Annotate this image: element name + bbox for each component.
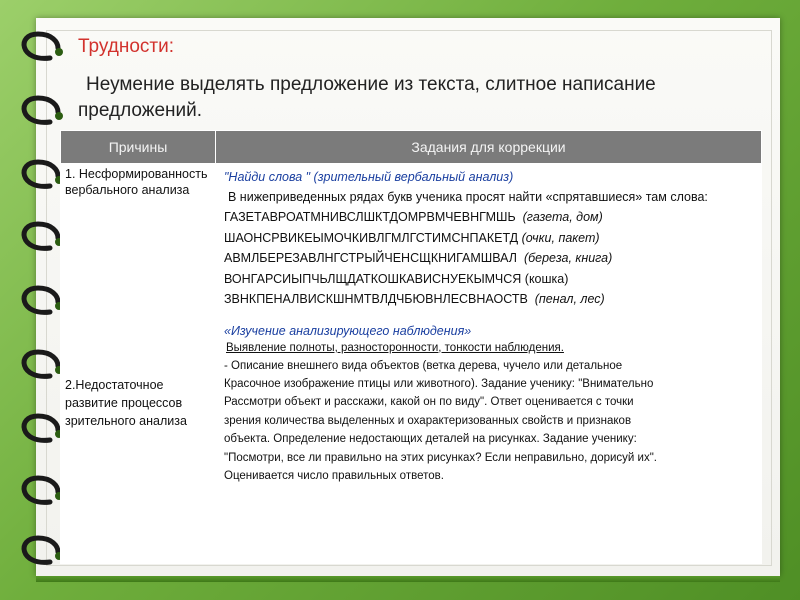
table-row [61,164,762,564]
page-subtitle: Неумение выделять предложение из текста, слитное написание предложений. [78,74,656,121]
letter-row [224,248,757,269]
causes-cell [61,164,216,564]
letter-row-hint: (кошка) [524,271,569,286]
header-causes: Причины [61,131,216,164]
task2-title: «Изучение анализирующего наблюдения» [224,323,472,338]
task1-intro: В нижеприведенных рядах букв ученика просят найти «спрятавшиеся» там слова: [228,190,708,204]
letter-row [224,289,757,310]
task2-line: "Посмотри, все ли правильно на этих рисунках? Если неправильно, дорисуй их". [224,451,658,464]
correction-table [60,130,762,564]
reason-1: 1. Несформированность вербального анализа [65,167,208,197]
task2-line: объекта. Определение недостающих деталей на рисунках. Задание ученику: [224,433,637,446]
task2-line: Оценивается число правильных ответов. [224,469,444,482]
reason-2: 2.Недостаточное развитие процессов зрительного анализа [65,378,187,428]
binder-ring-icon [10,92,68,132]
task1-title: "Найди слова " (зрительный вербальный анализ) [224,170,514,184]
page-title: Трудности: [78,36,175,57]
task2-line: Красочное изображение птицы или животного). Задание ученику: "Внимательно [224,377,654,390]
letter-row-hint: (очки, пакет) [521,230,600,245]
letter-row [224,207,757,228]
letter-row [224,228,757,249]
letter-row-hint: (газета, дом) [522,210,603,224]
letter-row-letters: ВОНГАРСИЫПЧЬЛЩДАТКОШКАВИСНУЕКЫМЧСЯ [224,271,522,286]
letter-row-letters: ШАОНСРВИКЕЫМОЧКИВЛГМЛГСТИМСНПАКЕТД [224,230,519,245]
letter-row-letters: ГАЗЕТАВРОАТМНИВСЛШКТДОМРВМЧЕВНГМШЬ [224,210,516,224]
table-header-row [61,131,762,164]
task2-subtitle: Выявление полноты, разносторонности, тонкости наблюдения. [226,341,564,354]
letter-row-letters: АВМЛБЕРЕЗАВЛНГСТРЫЙЧЕНСЩКНИГАМШВАЛ [224,251,517,265]
task2-line: - Описание внешнего вида объектов (ветка дерева, чучело или детальное [224,359,623,372]
letter-row-letters: ЗВНКПЕНАЛВИСКШНМТВЛДЧБЮВНЛЕСВНАОСТВ [224,292,528,306]
tasks-cell [216,164,762,564]
letter-row [224,269,757,290]
task2-line: Рассмотри объект и расскажи, какой он по виду". Ответ оценивается с точки [224,396,634,409]
letter-row-hint: (береза, книга) [523,251,613,265]
task2-line: зрения количества выделенных и охарактеризованных свойств и признаков [224,414,632,427]
letter-row-hint: (пенал, лес) [534,292,605,306]
header-tasks: Задания для коррекции [216,131,762,164]
page-bottom-edge [36,576,780,582]
binder-ring-icon [10,28,68,68]
